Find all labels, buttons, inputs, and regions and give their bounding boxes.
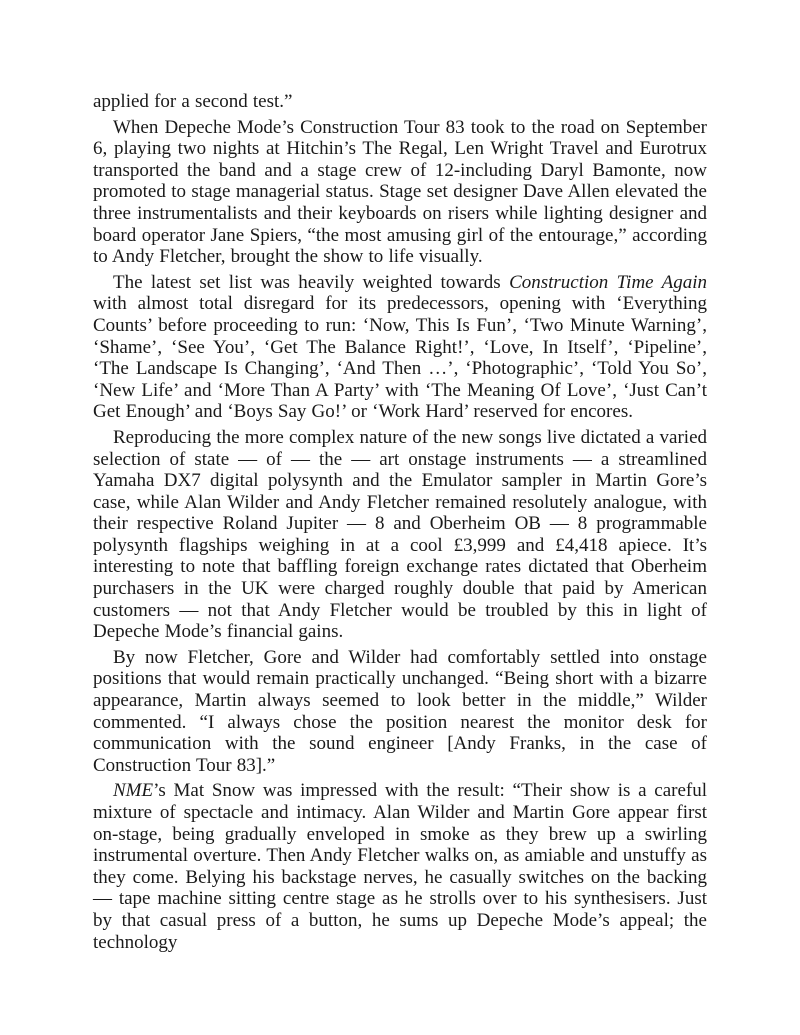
page-text-block [93, 91, 707, 953]
text-run: By now Fletcher, Gore and Wilder had comfortably settled into onstage positions that would remain practically unchanged. “Being short with a bizarre appearance, Martin always seemed to look better in the middle,” Wilder commented. “I always chose the position nearest the monitor desk for communication with the sound engineer [Andy Franks, in the case of Construction Tour 83].” [93, 646, 707, 776]
paragraph [93, 117, 707, 268]
italic-text-run: Construction Time Again [509, 271, 707, 293]
paragraph [93, 647, 707, 777]
text-run: Reproducing the more complex nature of the new songs live dictated a varied selection of state — of — the — art onstage instruments — a streamlined Yamaha DX7 digital polysynth and the Emulator sampler in Martin Gore’s case, while Alan Wilder and Andy Fletcher remained resolutely analogue, with their respective Roland Jupiter — 8 and Oberheim OB — 8 programmable polysynth flagships weighing in at a cool £3,999 and £4,418 apiece. It’s interesting to note that baffling foreign exchange rates dictated that Oberheim purchasers in the UK were charged roughly double that paid by American customers — not that Andy Fletcher would be troubled by this in light of Depeche Mode’s financial gains. [93, 426, 707, 643]
text-run: When Depeche Mode’s Construction Tour 83 took to the road on September 6, playing two nights at Hitchin’s The Regal, Len Wright Travel and Eurotrux transported the band and a stage crew of 12-including Daryl Bamonte, now promoted to stage managerial status. Stage set designer Dave Allen elevated the three instrumentalists and their keyboards on risers while lighting designer and board operator Jane Spiers, “the most amusing girl of the entourage,” according to Andy Fletcher, brought the show to life visually. [93, 116, 707, 268]
text-run: with almost total disregard for its predecessors, opening with ‘Everything Counts’ before proceeding to run: ‘Now, This Is Fun’, ‘Two Minute Warning’, ‘Shame’, ‘See You’, ‘Get The Balance Right!’, ‘Love, In Itself’, ‘Pipeline’, ‘The Landscape Is Changing’, ‘And Then …’, ‘Photographic’, ‘Told You So’, ‘New Life’ and ‘More Than A Party’ with ‘The Meaning Of Love’, ‘Just Can’t Get Enough’ and ‘Boys Say Go!’ or ‘Work Hard’ reserved for encores. [93, 293, 707, 423]
italic-text-run: NME [113, 780, 154, 802]
paragraph [93, 780, 707, 953]
text-run: applied for a second test.” [93, 91, 293, 112]
paragraph [93, 91, 707, 113]
text-run: The latest set list was heavily weighted towards [113, 271, 510, 293]
paragraph [93, 272, 707, 423]
paragraph [93, 427, 707, 643]
text-run: ’s Mat Snow was impressed with the result: “Their show is a careful mixture of spectacle and intimacy. Alan Wilder and Martin Gore appear first on-stage, being gradually enveloped in smoke as they brew up a swirling instrumental overture. Then Andy Fletcher walks on, as amiable and unstuffy as they come. Belying his backstage nerves, he casually switches on the backing — tape machine sitting centre stage as he strolls over to his synthesisers. Just by that casual press of a button, he sums up Depeche Mode’s appeal; the technology [93, 780, 707, 953]
